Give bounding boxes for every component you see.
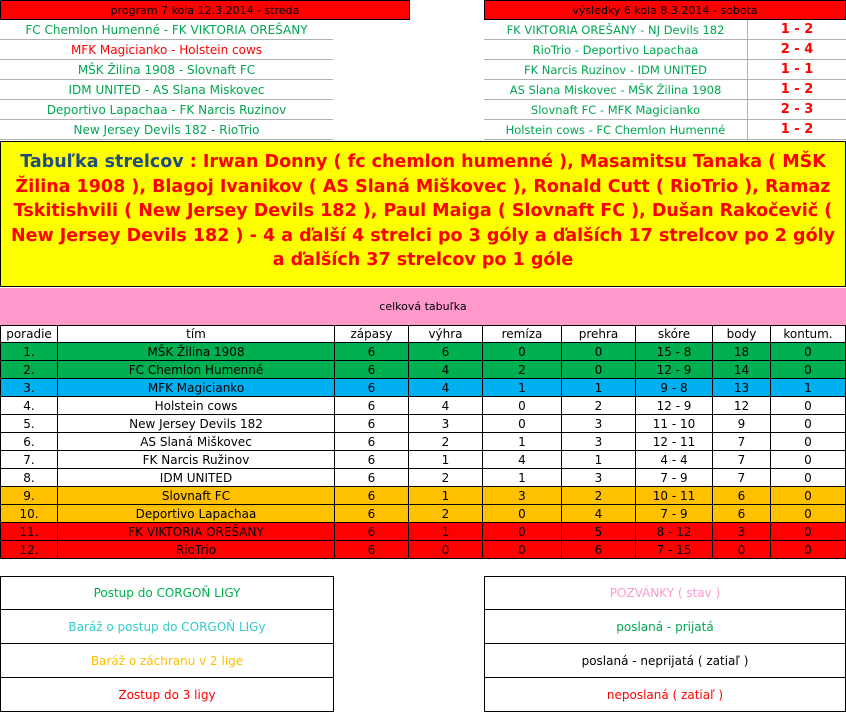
table-cell-draw: 1	[483, 433, 562, 451]
table-cell-team: RioTrio	[58, 541, 335, 559]
table-cell-draw: 0	[483, 523, 562, 541]
table-cell-points: 7	[713, 469, 771, 487]
table-cell-kontum: 0	[771, 361, 846, 379]
table-cell-lost: 3	[562, 415, 636, 433]
table-cell-kontum: 0	[771, 487, 846, 505]
table-cell-won: 0	[409, 541, 483, 559]
table-cell-pos: 1.	[0, 343, 58, 361]
table-cell-draw: 0	[483, 343, 562, 361]
table-cell-kontum: 0	[771, 397, 846, 415]
table-cell-points: 7	[713, 433, 771, 451]
table-row	[0, 451, 846, 469]
table-cell-draw: 4	[483, 451, 562, 469]
table-cell-kontum: 0	[771, 523, 846, 541]
table-cell-draw: 0	[483, 397, 562, 415]
table-cell-played: 6	[335, 379, 409, 397]
table-cell-team: Holstein cows	[58, 397, 335, 415]
table-cell-score: 7 - 15	[636, 541, 713, 559]
legend-item: Baráž o postup do CORGOŇ LIGy	[0, 610, 334, 644]
table-cell-score: 7 - 9	[636, 469, 713, 487]
table-cell-score: 12 - 11	[636, 433, 713, 451]
table-row	[0, 379, 846, 397]
table-row	[0, 343, 846, 361]
table-cell-score: 12 - 9	[636, 361, 713, 379]
table-cell-won: 4	[409, 379, 483, 397]
top-scorers-label: Tabuľka strelcov	[20, 152, 184, 172]
table-cell-lost: 2	[562, 397, 636, 415]
header-points: body	[713, 325, 771, 343]
legend-item: Baráž o záchranu v 2 lige	[0, 644, 334, 678]
result-match: Holstein cows - FC Chemlon Humenné	[484, 120, 748, 140]
table-row	[0, 397, 846, 415]
table-cell-points: 13	[713, 379, 771, 397]
table-cell-points: 7	[713, 451, 771, 469]
table-cell-kontum: 0	[771, 541, 846, 559]
table-cell-kontum: 0	[771, 505, 846, 523]
result-score: 1 - 1	[748, 60, 846, 80]
table-cell-team: FC Chemlon Humenné	[58, 361, 335, 379]
table-cell-score: 11 - 10	[636, 415, 713, 433]
legend-item: Zostup do 3 ligy	[0, 678, 334, 712]
table-cell-points: 0	[713, 541, 771, 559]
standings-title: celková tabuľka	[0, 288, 846, 325]
table-cell-team: MŠK Žilina 1908	[58, 343, 335, 361]
table-cell-pos: 5.	[0, 415, 58, 433]
table-cell-played: 6	[335, 487, 409, 505]
table-row	[0, 361, 846, 379]
table-cell-points: 18	[713, 343, 771, 361]
legend-item: poslaná - prijatá	[484, 610, 846, 644]
result-match: RioTrio - Deportivo Lapachaa	[484, 40, 748, 60]
table-cell-pos: 10.	[0, 505, 58, 523]
header-team: tím	[58, 325, 335, 343]
table-cell-lost: 5	[562, 523, 636, 541]
table-cell-played: 6	[335, 433, 409, 451]
table-cell-team: Deportivo Lapachaa	[58, 505, 335, 523]
header-kontum: kontum.	[771, 325, 846, 343]
table-cell-played: 6	[335, 505, 409, 523]
table-cell-team: New Jersey Devils 182	[58, 415, 335, 433]
table-cell-pos: 11.	[0, 523, 58, 541]
result-score: 1 - 2	[748, 120, 846, 140]
table-cell-points: 14	[713, 361, 771, 379]
table-cell-team: MFK Magicianko	[58, 379, 335, 397]
table-row	[0, 505, 846, 523]
table-cell-lost: 3	[562, 433, 636, 451]
table-cell-won: 3	[409, 415, 483, 433]
table-cell-draw: 1	[483, 379, 562, 397]
result-score: 2 - 4	[748, 40, 846, 60]
table-cell-team: FK Narcis Ružinov	[58, 451, 335, 469]
table-cell-draw: 1	[483, 469, 562, 487]
result-match: Slovnaft FC - MFK Magicianko	[484, 100, 748, 120]
table-cell-played: 6	[335, 451, 409, 469]
table-row	[0, 487, 846, 505]
program-match: Deportivo Lapachaa - FK Narcis Ruzinov	[0, 100, 333, 120]
table-cell-kontum: 0	[771, 451, 846, 469]
program-match: FC Chemlon Humenné - FK VIKTORIA OREŠANY	[0, 20, 333, 40]
table-cell-played: 6	[335, 343, 409, 361]
table-cell-lost: 1	[562, 451, 636, 469]
table-cell-team: IDM UNITED	[58, 469, 335, 487]
table-cell-points: 3	[713, 523, 771, 541]
top-scorers-panel	[0, 141, 846, 287]
table-cell-team: AS Slaná Miškovec	[58, 433, 335, 451]
table-cell-lost: 6	[562, 541, 636, 559]
top-scorers-text: : Irwan Donny ( fc chemlon humenné ), Masamitsu Tanaka ( MŠK Žilina 1908 ), Blagoj Ivanikov ( AS Slaná Miškovec ), Ronald Cutt ( RioTrio ), Ramaz Tskitishvili ( New Jersey Devils 182 ), Paul Maiga ( Slovnaft FC ), Dušan Rakočevič ( New Jersey Devils 182 ) - 4 a ďalší 4 strelci po 3 góly a ďalších 17 strelcov po 2 góly a ďalších 37 strelcov po 1 góle	[11, 152, 835, 270]
table-row	[0, 541, 846, 559]
table-cell-points: 6	[713, 505, 771, 523]
table-cell-lost: 4	[562, 505, 636, 523]
table-cell-score: 12 - 9	[636, 397, 713, 415]
table-cell-score: 8 - 12	[636, 523, 713, 541]
table-cell-score: 9 - 8	[636, 379, 713, 397]
table-cell-lost: 0	[562, 361, 636, 379]
header-draw: remíza	[483, 325, 562, 343]
result-match: AS Slana Miskovec - MŠK Žilina 1908	[484, 80, 748, 100]
table-cell-won: 1	[409, 451, 483, 469]
table-cell-pos: 4.	[0, 397, 58, 415]
header-played: zápasy	[335, 325, 409, 343]
header-lost: prehra	[562, 325, 636, 343]
table-cell-pos: 7.	[0, 451, 58, 469]
result-score: 1 - 2	[748, 80, 846, 100]
table-cell-won: 4	[409, 361, 483, 379]
program-match: MFK Magicianko - Holstein cows	[0, 40, 333, 60]
table-cell-draw: 0	[483, 505, 562, 523]
legend-item: Postup do CORGOŇ LIGY	[0, 576, 334, 610]
table-cell-kontum: 0	[771, 469, 846, 487]
result-match: FK VIKTORIA OREŠANY - NJ Devils 182	[484, 20, 748, 40]
table-cell-draw: 2	[483, 361, 562, 379]
table-cell-score: 7 - 9	[636, 505, 713, 523]
table-cell-won: 1	[409, 487, 483, 505]
table-cell-played: 6	[335, 415, 409, 433]
table-cell-lost: 3	[562, 469, 636, 487]
table-cell-lost: 0	[562, 343, 636, 361]
table-cell-pos: 3.	[0, 379, 58, 397]
table-cell-kontum: 0	[771, 343, 846, 361]
legend-item: neposlaná ( zatiaľ )	[484, 678, 846, 712]
table-cell-kontum: 0	[771, 433, 846, 451]
table-cell-score: 4 - 4	[636, 451, 713, 469]
table-cell-played: 6	[335, 397, 409, 415]
table-cell-played: 6	[335, 469, 409, 487]
table-cell-pos: 9.	[0, 487, 58, 505]
table-cell-team: FK VIKTORIA OREŠANY	[58, 523, 335, 541]
program-match: MŠK Žilina 1908 - Slovnaft FC	[0, 60, 333, 80]
results-header: výsledky 6 kola 8.3.2014 - sobota	[484, 0, 846, 20]
legend-item: POZVÁNKY ( stav )	[484, 576, 846, 610]
table-cell-kontum: 0	[771, 415, 846, 433]
table-cell-score: 15 - 8	[636, 343, 713, 361]
table-cell-points: 12	[713, 397, 771, 415]
result-score: 1 - 2	[748, 20, 846, 40]
table-row	[0, 433, 846, 451]
table-cell-kontum: 1	[771, 379, 846, 397]
table-cell-played: 6	[335, 361, 409, 379]
table-cell-played: 6	[335, 541, 409, 559]
table-cell-score: 10 - 11	[636, 487, 713, 505]
table-cell-points: 9	[713, 415, 771, 433]
header-score: skóre	[636, 325, 713, 343]
table-cell-team: Slovnaft FC	[58, 487, 335, 505]
table-cell-won: 1	[409, 523, 483, 541]
program-match: New Jersey Devils 182 - RioTrio	[0, 120, 333, 140]
table-cell-lost: 2	[562, 487, 636, 505]
table-row	[0, 415, 846, 433]
table-cell-won: 2	[409, 433, 483, 451]
table-cell-pos: 6.	[0, 433, 58, 451]
table-cell-pos: 12.	[0, 541, 58, 559]
table-cell-draw: 3	[483, 487, 562, 505]
result-match: FK Narcis Ruzinov - IDM UNITED	[484, 60, 748, 80]
table-cell-pos: 8.	[0, 469, 58, 487]
program-header: program 7 kola 12.3.2014 - streda	[0, 0, 410, 20]
result-score: 2 - 3	[748, 100, 846, 120]
table-cell-won: 4	[409, 397, 483, 415]
table-cell-draw: 0	[483, 541, 562, 559]
table-cell-draw: 0	[483, 415, 562, 433]
table-row	[0, 523, 846, 541]
table-row	[0, 469, 846, 487]
table-cell-won: 2	[409, 469, 483, 487]
legend-item: poslaná - neprijatá ( zatiaľ )	[484, 644, 846, 678]
table-cell-won: 6	[409, 343, 483, 361]
header-position: poradie	[0, 325, 58, 343]
table-cell-points: 6	[713, 487, 771, 505]
header-won: výhra	[409, 325, 483, 343]
table-cell-played: 6	[335, 523, 409, 541]
table-cell-pos: 2.	[0, 361, 58, 379]
table-cell-lost: 1	[562, 379, 636, 397]
table-cell-won: 2	[409, 505, 483, 523]
program-match: IDM UNITED - AS Slana Miskovec	[0, 80, 333, 100]
